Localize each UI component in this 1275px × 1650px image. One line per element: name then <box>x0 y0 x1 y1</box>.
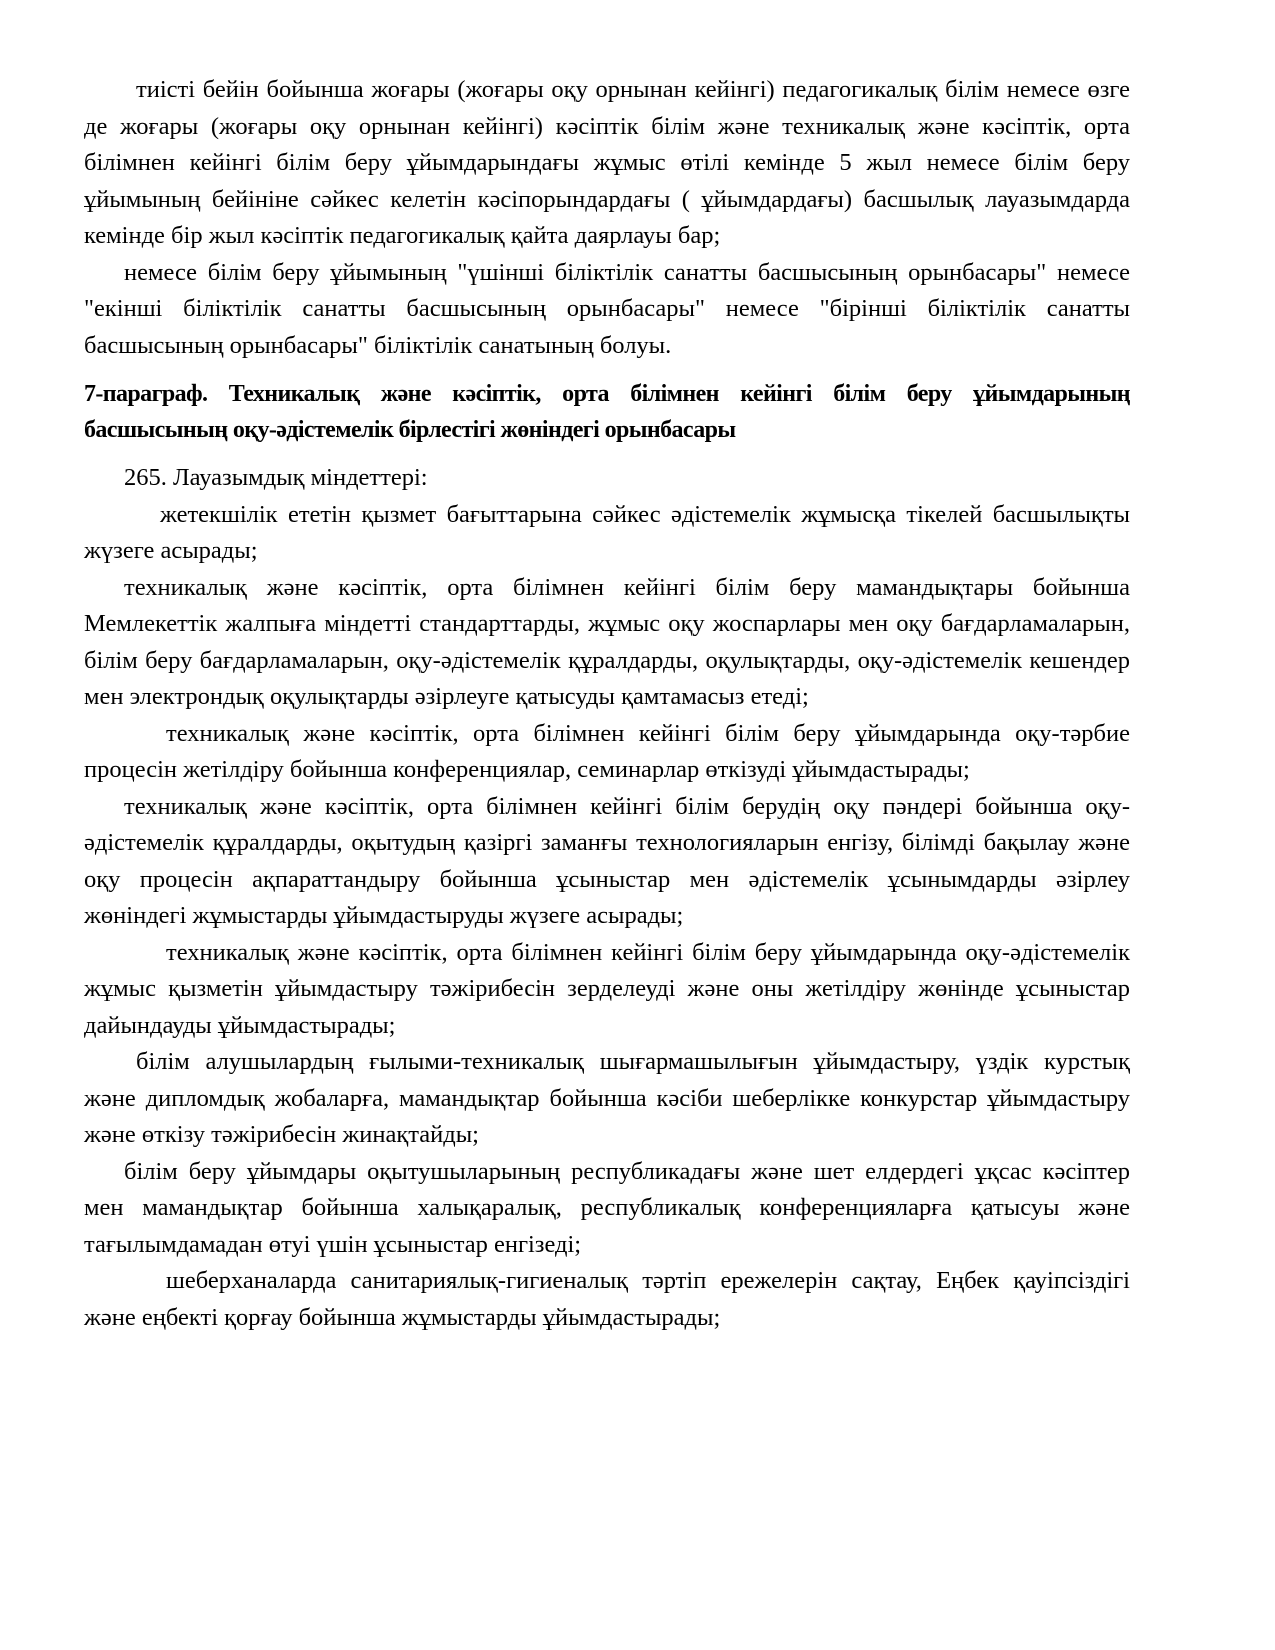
duty-paragraph: шеберханаларда санитариялық-гигиеналық тәртіп ережелерін сақтау, Еңбек қауіпсіздігі және еңбекті қорғау бойынша жұмыстарды ұйымдастырады; <box>84 1267 1130 1331</box>
duty-paragraph: техникалық және кәсіптік, орта білімнен кейінгі білім берудің оқу пәндері бойынша оқу-әдістемелік құралдарды, оқытудың қазіргі заманғы технологияларын енгізу, білімді бақылау және оқу процесін ақпараттандыру бойынша ұсыныстар мен әдістемелік ұсынымдарды әзірлеу жөніндегі жұмыстарды ұйымдастыруды жүзеге асырады; <box>84 792 1130 929</box>
item-title: 265. Лауазымдық міндеттері: <box>124 464 428 491</box>
intro-paragraph-2: немесе білім беру ұйымының "үшінші біліктілік санатты басшысының орынбасары" немесе "екінші біліктілік санатты басшысының орынбасары" немесе "бірінші біліктілік санатты басшысының орынбасары" біліктілік санатының болуы. <box>84 258 1130 359</box>
duty-paragraph: техникалық және кәсіптік, орта білімнен кейінгі білім беру мамандықтары бойынша Мемлекеттік жалпыға міндетті стандарттарды, жұмыс оқу жоспарлары мен оқу бағдарламаларын, білім беру бағдарламаларын, оқу-әдістемелік құралдарды, оқулықтарды, оқу-әдістемелік кешендер мен электрондық оқулықтарды әзірлеуге қатысуды қамтамасыз етеді; <box>84 573 1130 710</box>
duty-paragraph: білім алушылардың ғылыми-техникалық шығармашылығын ұйымдастыру, үздік курстық және дипломдық жобаларға, мамандықтар бойынша кәсіби шеберлікке конкурстар ұйымдастыру және өткізу тәжірибесін жинақтайды; <box>84 1048 1130 1148</box>
intro-paragraph-1: тиісті бейін бойынша жоғары (жоғары оқу орнынан кейінгі) педагогикалық білім немесе өзге де жоғары (жоғары оқу орнынан кейінгі) кәсіптік білім және техникалық және кәсіптік, орта білімнен кейінгі білім беру ұйымдарындағы жұмыс өтілі кемінде 5 жыл немесе білім беру ұйымының бейініне сәйкес келетін кәсіпорындардағы ( ұйымдардағы) басшылық лауазымдарда кемінде бір жыл кәсіптік педагогикалық қайта даярлауы бар; <box>84 76 1130 249</box>
duty-paragraph: жетекшілік ететін қызмет бағыттарына сәйкес әдістемелік жұмысқа тікелей басшылықты жүзеге асырады; <box>84 500 1130 564</box>
duty-paragraph: техникалық және кәсіптік, орта білімнен кейінгі білім беру ұйымдарында оқу-тәрбие процесін жетілдіру бойынша конференциялар, семинарлар өткізуді ұйымдастырады; <box>84 719 1130 783</box>
duty-paragraph: білім беру ұйымдары оқытушыларының республикадағы және шет елдердегі ұқсас кәсіптер мен мамандықтар бойынша халықаралық, республикалық конференцияларға қатысуы және тағылымдамадан өтуі үшін ұсыныстар енгізеді; <box>84 1157 1130 1258</box>
section-heading: 7-параграф. Техникалық және кәсіптік, орта білімнен кейінгі білім беру ұйымдарының басшысының оқу-әдістемелік бірлестігі жөніндегі орынбасары <box>84 381 1130 443</box>
document-page <box>84 72 1130 1336</box>
duty-paragraph: техникалық және кәсіптік, орта білімнен кейінгі білім беру ұйымдарында оқу-әдістемелік жұмыс қызметін ұйымдастыру тәжірибесін зерделеуді және оны жетілдіру жөнінде ұсыныстар дайындауды ұйымдастырады; <box>84 938 1130 1039</box>
